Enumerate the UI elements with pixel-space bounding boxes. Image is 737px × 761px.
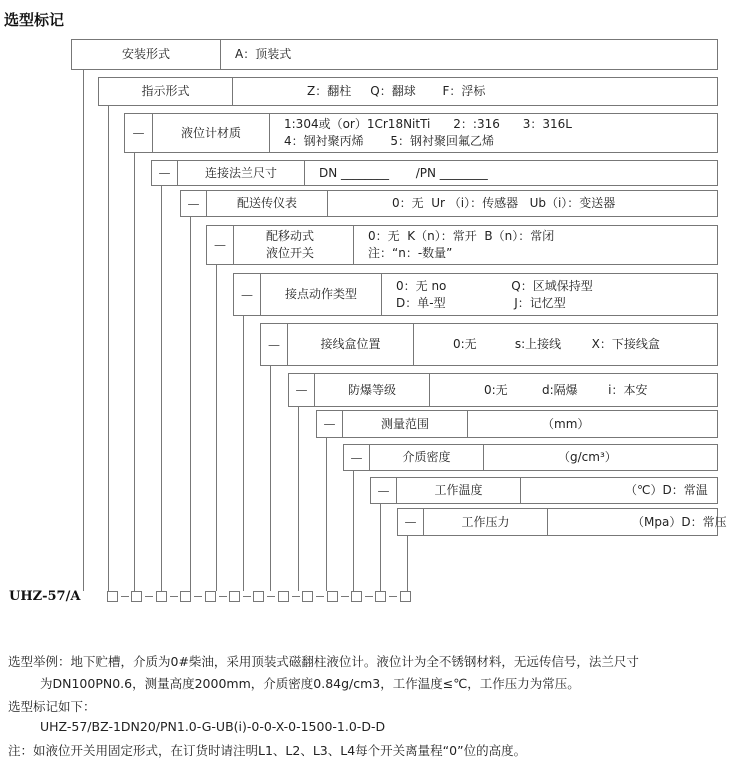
row-label (99, 78, 233, 105)
row-option-line: （mm） (542, 416, 590, 431)
row-label-line: 防爆等级 (347, 382, 396, 397)
row-label-line: 测量范围 (380, 416, 429, 431)
row-label-line: 接点动作类型 (284, 287, 357, 301)
spec-row (343, 444, 718, 471)
spec-row (151, 160, 718, 186)
row-option-line: A：顶装式 (235, 47, 292, 61)
spec-row (288, 373, 718, 407)
example-paragraph-line-2: 为DN100PN0.6，测量高度2000mm，介质密度0.84g/cm3，工作温度≤℃，工作压力为常压。 (40, 676, 580, 691)
spec-row (180, 190, 718, 217)
row-guide-line (243, 316, 244, 591)
row-label (370, 445, 484, 470)
row-label (178, 161, 305, 185)
row-guide-line (83, 70, 84, 591)
row-dash: — (207, 226, 234, 264)
row-label-line: 连接法兰尺寸 (204, 165, 277, 180)
code-slot-box (375, 591, 386, 602)
model-code: UHZ-57/A (9, 589, 81, 604)
row-options (382, 274, 717, 315)
row-option-line: 0:无 d:隔爆 i：本安 (484, 382, 648, 397)
spec-row (233, 273, 718, 316)
code-slot-box (351, 591, 362, 602)
code-slot-box (400, 591, 411, 602)
code-slot-box (253, 591, 264, 602)
row-guide-line (108, 106, 109, 591)
row-option-line: 0：无 no Q：区域保持型 (396, 278, 593, 293)
code-separator (267, 596, 275, 597)
row-guide-line (326, 438, 327, 591)
row-option-line: Z：翻柱 Q：翻球 F：浮标 (307, 84, 486, 98)
code-separator (219, 596, 227, 597)
row-label (315, 374, 430, 406)
row-options (548, 509, 727, 535)
code-separator (292, 596, 300, 597)
row-label (343, 411, 468, 437)
spec-row (124, 113, 718, 153)
row-option-line: （℃）D：常温 (625, 483, 708, 497)
spec-row (98, 77, 718, 106)
row-label-line: 接线盒位置 (320, 337, 381, 351)
spec-row (260, 323, 718, 366)
row-label (207, 191, 328, 216)
page-title: 选型标记 (4, 11, 65, 29)
row-dash: — (371, 478, 397, 503)
row-dash: — (261, 324, 288, 365)
code-slot-box (107, 591, 118, 602)
row-options (521, 478, 717, 503)
row-label (397, 478, 521, 503)
row-guide-line (298, 407, 299, 591)
row-label-line: 配移动式 (266, 229, 315, 243)
row-label-line: 液位开关 (266, 246, 315, 260)
row-label (424, 509, 548, 535)
row-options (430, 374, 717, 406)
code-separator (316, 596, 324, 597)
code-slot-box (229, 591, 240, 602)
row-option-line: 注：“n：-数量” (368, 246, 453, 260)
row-guide-line (380, 504, 381, 591)
code-separator (389, 596, 397, 597)
row-dash: — (234, 274, 261, 315)
row-guide-line (190, 217, 191, 591)
code-slot-box (205, 591, 216, 602)
row-option-line: DN ________ /PN ________ (319, 165, 488, 180)
row-options (305, 161, 717, 185)
row-guide-line (353, 471, 354, 591)
code-separator (341, 596, 349, 597)
code-separator (194, 596, 202, 597)
code-separator (121, 596, 129, 597)
code-slot-box (156, 591, 167, 602)
code-slot-box (302, 591, 313, 602)
row-label (288, 324, 414, 365)
code-separator (170, 596, 178, 597)
row-options (354, 226, 717, 264)
example-paragraph-line-1: 选型举例：地下贮槽，介质为0#柴油，采用顶装式磁翻柱液位计。液位计为全不锈钢材料，无远传信号，法兰尺寸 (8, 654, 639, 669)
row-guide-line (216, 265, 217, 591)
row-option-line: 0：无 K（n）：常开 B（n）：常闭 (368, 229, 555, 243)
row-label (234, 226, 354, 264)
row-dash: — (289, 374, 315, 406)
row-options (414, 324, 717, 365)
row-guide-line (134, 153, 135, 591)
code-separator (145, 596, 153, 597)
code-slot-box (327, 591, 338, 602)
code-slot-box (180, 591, 191, 602)
row-label-line: 介质密度 (402, 450, 451, 464)
row-label (72, 40, 221, 69)
row-label-line: 配送传仪表 (236, 196, 297, 210)
row-dash: — (344, 445, 370, 470)
row-dash: — (125, 114, 153, 152)
row-label-line: 工作压力 (461, 514, 510, 529)
spec-row (397, 508, 727, 536)
spec-row (71, 39, 718, 70)
spec-row (206, 225, 718, 265)
code-slot-box (131, 591, 142, 602)
row-dash: — (152, 161, 178, 185)
spec-row (316, 410, 718, 438)
row-options (270, 114, 717, 152)
row-option-line: 4：钢衬聚丙烯 5：钢衬聚回氟乙烯 (284, 134, 494, 148)
row-options (484, 445, 717, 470)
code-slot-box (278, 591, 289, 602)
row-dash: — (181, 191, 207, 216)
row-label (153, 114, 270, 152)
code-separator (243, 596, 251, 597)
row-dash: — (317, 411, 343, 437)
row-options (468, 411, 717, 437)
selection-code-heading: 选型标记如下： (8, 699, 96, 714)
row-label-line: 安装形式 (121, 47, 170, 61)
row-guide-line (270, 366, 271, 591)
row-option-line: （g/cm³） (558, 450, 617, 464)
selection-code-example: UHZ-57/BZ-1DN20/PN1.0-G-UB(i)-0-0-X-0-1500-1.0-D-D (40, 719, 386, 734)
row-option-line: 0:无 s:上接线 X：下接线盒 (453, 337, 660, 351)
row-label-line: 工作温度 (434, 483, 483, 497)
row-option-line: （Mpa）D：常压 (632, 514, 727, 529)
note-paragraph: 注：如液位开关用固定形式，在订货时请注明L1、L2、L3、L4每个开关离量程“0”位的高度。 (8, 743, 527, 758)
row-option-line: 1:304或（or）1Cr18NitTi 2：:316 3：316L (284, 117, 572, 131)
code-separator (365, 596, 373, 597)
row-options (221, 40, 717, 69)
row-label-line: 指示形式 (141, 84, 190, 98)
row-option-line: D：单-型 J：记忆型 (396, 295, 566, 310)
row-options (328, 191, 717, 216)
row-dash: — (398, 509, 424, 535)
row-options (233, 78, 717, 105)
row-guide-line (407, 536, 408, 591)
row-label (261, 274, 382, 315)
row-label-line: 液位计材质 (180, 125, 241, 140)
spec-row (370, 477, 718, 504)
row-option-line: 0：无 Ur （i）：传感器 Ub（i）：变送器 (392, 196, 616, 210)
row-guide-line (161, 186, 162, 591)
